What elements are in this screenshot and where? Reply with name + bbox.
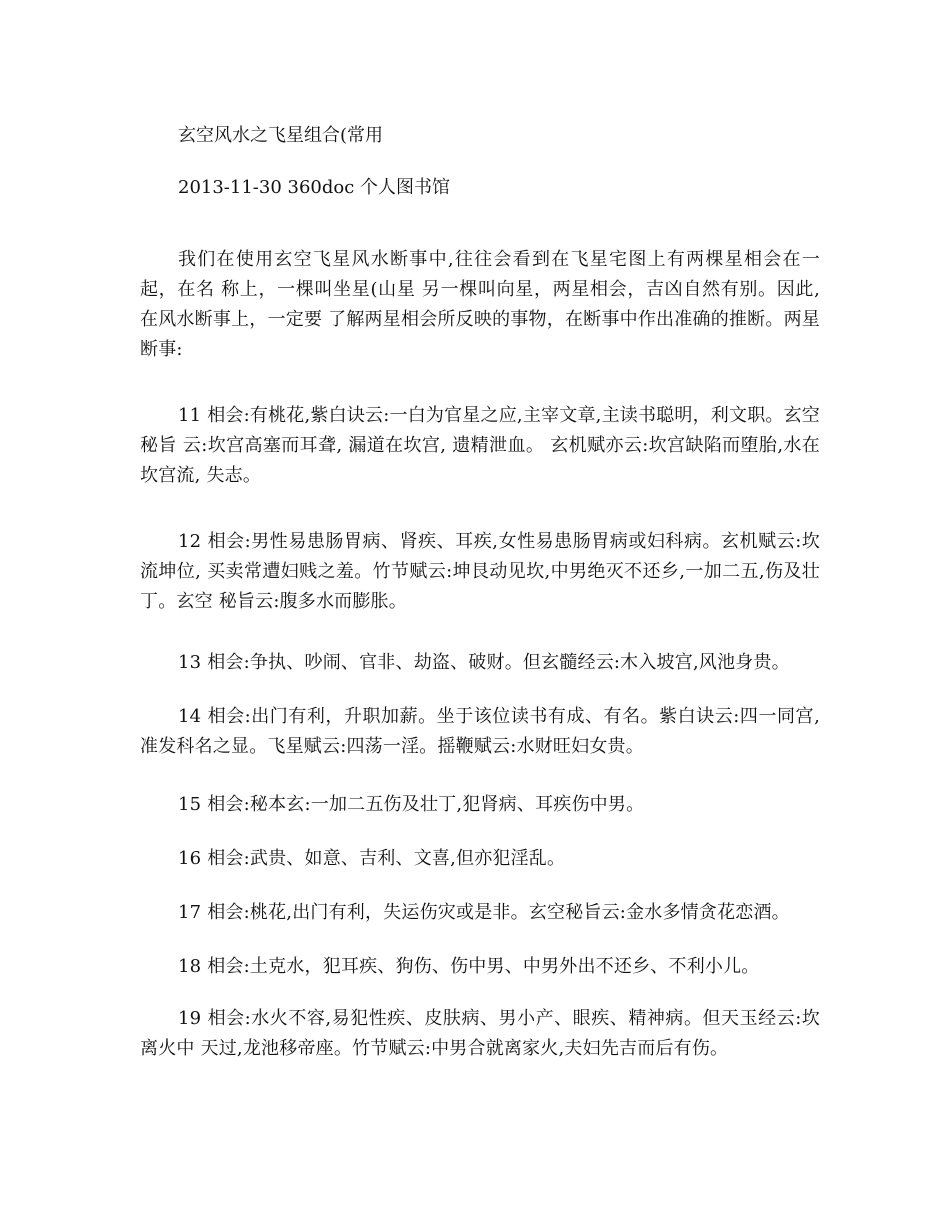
- paragraph-14: 14 相会:出门有利，升职加薪。坐于该位读书有成、有名。紫白诀云:四一同宫,准发科名之显。飞星赋云:四荡一淫。摇鞭赋云:水财旺妇女贵。: [140, 706, 820, 757]
- paragraph-16: 16 相会:武贵、如意、吉利、文喜,但亦犯淫乱。: [178, 848, 566, 869]
- paragraph-17: 17 相会:桃花,出门有利，失运伤灾或是非。玄空秘旨云:金水多情贪花恋酒。: [178, 902, 790, 923]
- document-meta: 2013-11-30 360doc 个人图书馆: [178, 177, 451, 198]
- paragraph-intro: 我们在使用玄空飞星风水断事中,往往会看到在飞星宅图上有两棵星相会在一起，在名 称上，一棵叫坐星(山星 另一棵叫向星，两星相会，吉凶自然有别。因此,在风水断事上，一定要 了解两星相会所反映的事物，在断事中作出准确的推断。两星断事:: [140, 249, 820, 360]
- document-title: 玄空风水之飞星组合(常用: [178, 125, 384, 146]
- paragraph-15: 15 相会:秘本玄:一加二五伤及壮丁,犯肾病、耳疾伤中男。: [178, 794, 645, 815]
- paragraph-19: 19 相会:水火不容,易犯性疾、皮肤病、男小产、眼疾、精神病。但天玉经云:坎离火中 天过,龙池移帝座。竹节赋云:中男合就离家火,夫妇先吉而后有伤。: [140, 1008, 820, 1059]
- paragraph-18: 18 相会:土克水，犯耳疾、狗伤、伤中男、中男外出不还乡、不利小儿。: [178, 956, 760, 977]
- paragraph-13: 13 相会:争执、吵闹、官非、劫盗、破财。但玄髓经云:木入坡宫,风池身贵。: [178, 652, 790, 673]
- paragraph-11: 11 相会:有桃花,紫白诀云:一白为官星之应,主宰文章,主读书聪明，利文职。玄空秘旨 云:坎宫高塞而耳聋, 漏道在坎宫, 遗精泄血。 玄机赋亦云:坎宫缺陷而堕胎,水在坎宫流, 失志。: [140, 405, 820, 486]
- paragraph-12: 12 相会:男性易患肠胃病、肾疾、耳疾,女性易患肠胃病或妇科病。玄机赋云:坎流坤位, 买卖常遭妇贱之羞。竹节赋云:坤艮动见坎,中男绝灭不还乡,一加二五,伤及壮丁。玄空 秘旨云:腹多水而膨胀。: [140, 531, 820, 612]
